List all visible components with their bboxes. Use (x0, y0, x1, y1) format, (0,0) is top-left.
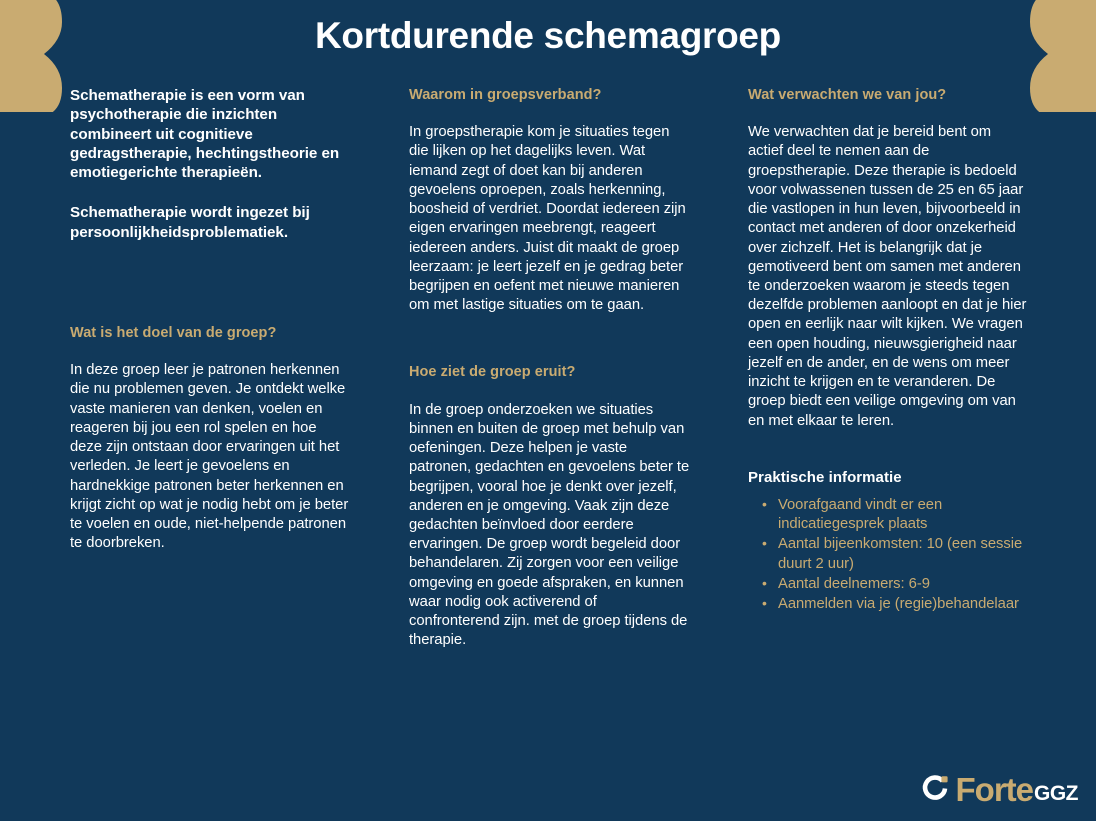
intro-section (70, 86, 351, 242)
content-columns (70, 86, 1044, 761)
group-format-heading: Hoe ziet de groep eruit? (409, 364, 576, 381)
expectations-body: We verwachten dat je bereid bent om actief deel te nemen aan de groepstherapie. Deze therapie is bedoeld voor volwassenen tussen de 25 en 65 jaar die vastlopen in hun leven, bijvoorbeeld in contact met anderen of door onzekerheid over zichzelf. Het is belangrijk dat je gemotiveerd bent om samen met anderen te onderzoeken waarom je steeds tegen dezelfde problemen aanloopt en dat je hier open en eerlijk naar wilt kijken. We vragen een open houding, nieuwsgierigheid naar jezelf en de ander, en de wens om meer inzicht te krijgen en te veranderen. De groep biedt een veilige omgeving om van en met elkaar te leren. (748, 124, 1027, 429)
practical-info-heading: Praktische informatie (748, 468, 902, 486)
goal-section-body: In deze groep leer je patronen herkennen die nu problemen geven. Je ontdekt welke vaste manieren van denken, voelen en reageren bij jou een rol spelen en hoe deze zijn ontstaan door ervaringen uit het verleden. Je leert je gevoelens en hardnekkige patronen beter herkennen en krijgt zicht op wat je nodig hebt om je beter te voelen en oude, niet-helpende patronen te doorbreken. (70, 362, 349, 552)
column-one (70, 86, 351, 761)
logo-wordmark-forte: Forte (955, 770, 1033, 808)
goal-section-heading: Wat is het doel van de groep? (70, 325, 277, 342)
group-format-body: In de groep onderzoeken we situaties binnen en buiten de groep met behulp van oefeningen. Deze helpen je vaste patronen, gedachten en gevoelens beter te begrijpen, vooral hoe je denkt over jezelf, anderen en je omgeving. Vaak zijn deze gedachten beïnvloed door eerdere ervaringen. De groep wordt begeleid door behandelaren. Zij zorgen voor een veilige omgeving en goede afspraken, en kunnen waar nodig ook activerend of confronterend zijn. met de groep tijdens de therapie. (409, 401, 690, 649)
page-title: Kortdurende schemagroep (315, 15, 781, 56)
list-item: • Aantal bijeenkomsten: 10 (een sessie duurt 2 uur) (778, 535, 1029, 573)
expectations-section (748, 86, 1029, 431)
intro-paragraph-one: Schematherapie is een vorm van psychotherapie die inzichten combineert uit cognitieve gedragstherapie, hechtingstheorie en emotiegerichte therapieën. (70, 87, 340, 182)
column-three (748, 86, 1029, 761)
list-item: • Aanmelden via je (regie)behandelaar (778, 595, 1029, 614)
forte-circle-mark-icon (921, 774, 951, 804)
column-two (409, 86, 690, 761)
goal-section (70, 324, 351, 553)
list-item: • Voorafgaand vindt er een indicatiegesprek plaats (778, 496, 1029, 534)
practical-info-section (748, 469, 1029, 614)
intro-paragraph-two: Schematherapie wordt ingezet bij persoonlijkheidsproblematiek. (70, 204, 310, 241)
list-item: • Aantal deelnemers: 6-9 (778, 575, 1029, 594)
expectations-heading: Wat verwachten we van jou? (748, 87, 947, 103)
page-title-container (0, 16, 1096, 57)
why-group-heading: Waarom in groepsverband? (409, 87, 602, 103)
why-group-body: In groepstherapie kom je situaties tegen die lijken op het dagelijks leven. Wat iemand zegt of doet kan bij anderen gevoelens oproepen, zoals herkenning, boosheid of verdriet. Doordat iedereen zijn eigen ervaringen meebrengt, reageert iedereen anders. Juist dit maakt de groep leerzaam: je leert jezelf en je gedrag beter begrijpen en oefent met nieuwe manieren om met lastige situaties om te gaan. (409, 124, 686, 314)
why-group-section (409, 86, 690, 315)
logo-wordmark-ggz: GGZ (1034, 781, 1078, 805)
group-format-section (409, 363, 690, 650)
practical-info-list (748, 496, 1029, 614)
forte-ggz-logo (921, 769, 1079, 809)
